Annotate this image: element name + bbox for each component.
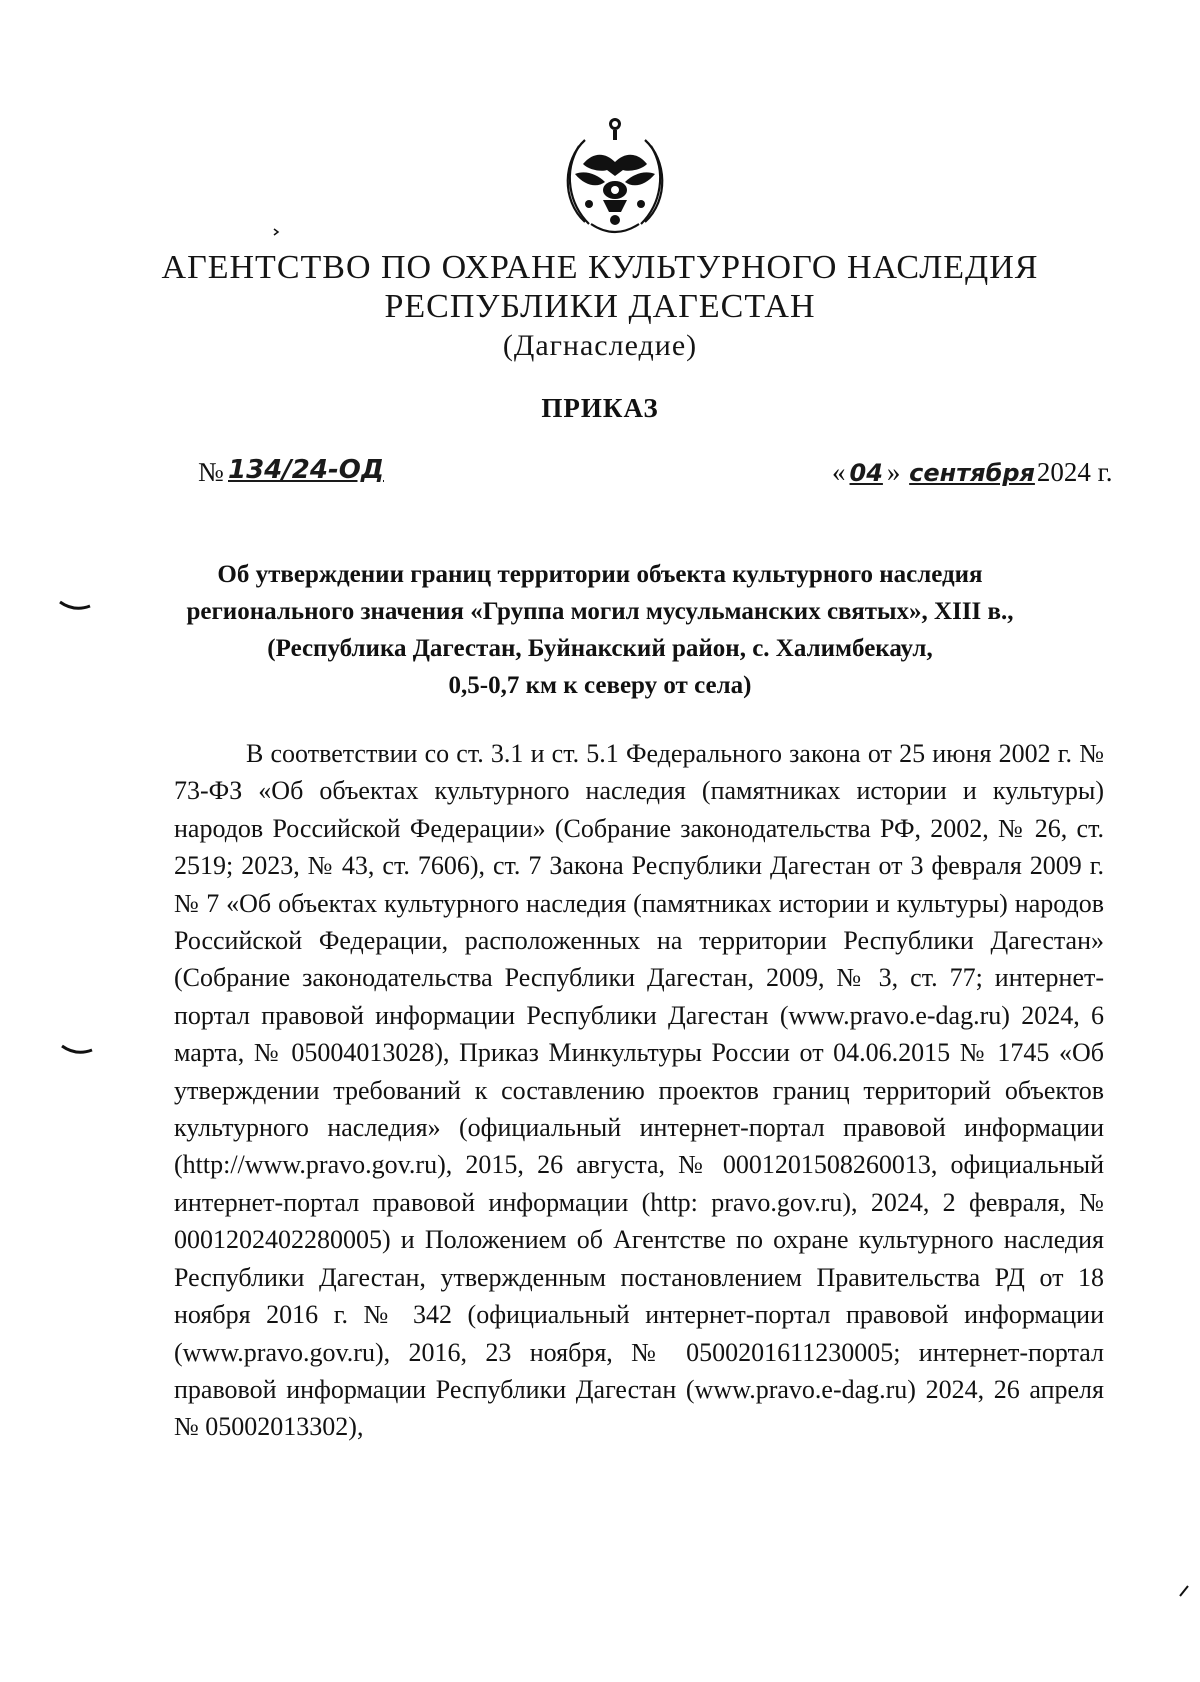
title-line: (Республика Дагестан, Буйнакский район, с. Халимбекаул,: [267, 635, 933, 662]
order-title: [150, 556, 1050, 704]
title-line: Об утверждении границ территории объекта культурного наследия: [217, 561, 983, 588]
date-day: 04: [849, 459, 883, 487]
scan-mark-left-lower: [60, 1042, 94, 1058]
date-open-quote: «: [832, 457, 846, 487]
scan-mark-left-upper: [58, 598, 92, 614]
agency-name-line2: РЕСПУБЛИКИ ДАГЕСТАН: [384, 288, 816, 325]
agency-name-line1: АГЕНТСТВО ПО ОХРАНЕ КУЛЬТУРНОГО НАСЛЕДИЯ: [161, 249, 1039, 286]
scan-mark-bottom-right: [1178, 1584, 1190, 1598]
title-line: регионального значения «Группа могил мусульманских святых», XIII в.,: [186, 598, 1014, 625]
order-date: [832, 457, 1112, 488]
scan-mark-top: [272, 227, 280, 237]
order-number-value: 134/24-ОД: [228, 455, 384, 485]
order-number-prefix: №: [198, 457, 224, 487]
date-close-quote: »: [886, 457, 901, 487]
document-type: ПРИКАЗ: [541, 393, 659, 423]
coat-of-arms-emblem: [545, 112, 685, 247]
title-line: 0,5-0,7 км к северу от села): [448, 672, 752, 699]
preamble-paragraph: В соответствии со ст. 3.1 и ст. 5.1 Федерального закона от 25 июня 2002 г. № 73-ФЗ «Об объектах культурного наследия (памятниках истории и культуры) народов Российской Федерации» (Собрание законодательства РФ, 2002, № 26, ст. 2519; 2023, № 43, ст. 7606), ст. 7 Закона Республики Дагестан от 3 февраля 2009 г. № 7 «Об объектах культурного наследия (памятниках истории и культуры) народов Российской Федерации, расположенных на территории Республики Дагестан» (Собрание законодательства Республики Дагестан, 2009, № 3, ст. 77; интернет-портал правовой информации Республики Дагестан (www.pravo.e-dag.ru) 2024, 6 марта, № 05004013028), Приказ Минкультуры России от 04.06.2015 № 1745 «Об утверждении требований к составлению проектов границ территорий объектов культурного наследия» (официальный интернет-портал правовой информации (http://www.pravo.gov.ru), 2015, 26 августа, № 0001201508260013, официальный интернет-портал правовой информации (http: pravo.gov.ru), 2024, 2 февраля, № 0001202402280005) и Положением об Агентстве по охране культурного наследия Республики Дагестан, утвержденным постановлением Правительства РД от 18 ноября 2016 г. № 342 (официальный интернет-портал правовой информации (www.pravo.gov.ru), 2016, 23 ноября, № 0500201611230005; интернет-портал правовой информации Республики Дагестан (www.pravo.e-dag.ru) 2024, 26 апреля № 05002013302),: [174, 739, 1104, 1442]
date-year: 2024 г.: [1036, 457, 1113, 487]
order-number-date-row: [0, 455, 1200, 495]
date-month: сентября: [909, 459, 1035, 487]
agency-short-name: (Дагнаследие): [502, 329, 698, 362]
